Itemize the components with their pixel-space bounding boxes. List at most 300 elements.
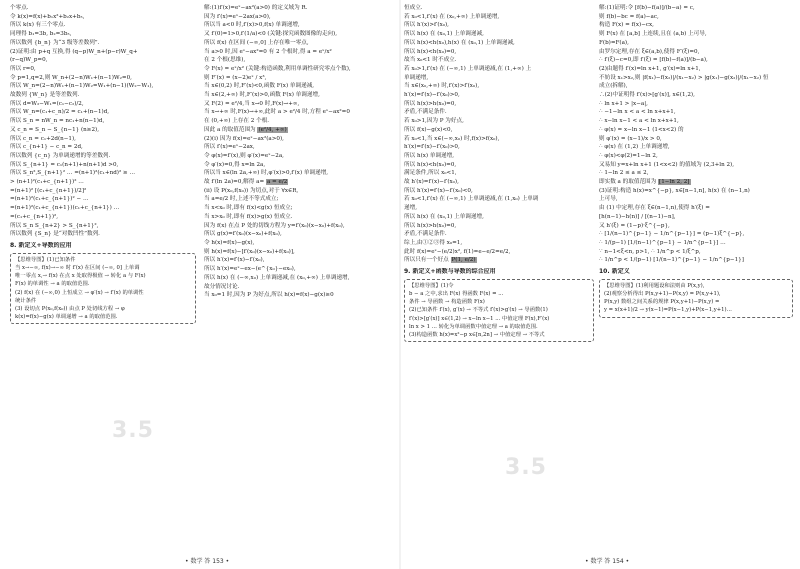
text-line-text: 综上,由①②③得 x₀=1, xyxy=(404,239,463,246)
text-line xyxy=(10,65,196,74)
text-line xyxy=(599,91,793,100)
text-line xyxy=(10,91,196,100)
box-line-text: f′(x)>[g′(x)] x∈(1,2) → x−ln x−1 ... 中值定理 F(x),F′(x) xyxy=(409,315,550,322)
text-line-text: 令 φ′(x)=0,得 x=ln 2a, xyxy=(204,161,266,168)
text-line xyxy=(404,74,594,83)
text-line xyxy=(204,283,394,292)
text-line xyxy=(599,13,793,22)
section-heading-8: 8. 新定义+导数的应用 xyxy=(10,241,72,249)
text-line xyxy=(404,152,594,161)
text-line-text: F(b)=F(a), xyxy=(599,39,629,46)
text-line-text: ∴ [1/(n−1)^{p−1} − 1/n^{p−1}] = (p−1)ξ^{−p}, xyxy=(599,231,745,238)
text-line xyxy=(10,39,196,48)
box-line-text: (2)已知条件 f′(x), g′(x) → 不等式 f′(x)>g′(x) → 导函数(1) xyxy=(409,307,548,314)
text-line xyxy=(404,91,594,100)
box-line xyxy=(604,306,788,314)
text-line-text: ∴ 1−ln 2 ≤ a ≤ 2, xyxy=(599,170,649,177)
text-line-text: 所以 g(x)=f′(x₀)(x−x₀)+f(x₀), xyxy=(204,231,282,238)
box-line-text: (3)构造函数 h(x)=x²−p x∈[n,2n] → 中值定理 → 不等式 xyxy=(409,332,545,339)
box-line xyxy=(409,298,589,306)
box-title: 【思维导图】(1)利用题设和法则由 P(x,y), xyxy=(604,282,705,289)
text-line xyxy=(404,39,594,48)
text-line xyxy=(599,74,793,83)
text-line xyxy=(599,152,793,161)
text-line-text: 又易知 y=x+ln x+1 (1<x<2) 的值域为 (2,3+ln 2), xyxy=(599,161,734,168)
text-line-text: ∴ f′(ξ)−c=0,即 f′(ξ) = [f(b)−f(a)]/(b−a), xyxy=(599,57,708,64)
text-line-text: 所以 S_n = nW_n = nc₁+n(n−1)d, xyxy=(10,118,105,125)
text-line-text: 所以 f(x) 在区间 (−∞,0] 上存在唯一零点, xyxy=(204,39,309,46)
box-line xyxy=(409,306,589,314)
text-line-text: 所以 S_{n+1} = c₁(n+1)+n(n+1)d >0, xyxy=(10,161,119,168)
text-line-text: 所以当 x∈(ln 2a,+∞) 时,φ′(x)>0,f′(x) 单调递增, xyxy=(204,170,329,177)
text-line xyxy=(204,39,394,48)
watermark-right: 3.5 xyxy=(505,455,547,480)
text-line xyxy=(599,195,793,204)
text-line xyxy=(599,30,793,39)
text-line xyxy=(204,4,394,13)
text-line xyxy=(404,82,594,91)
column-1-lines xyxy=(10,4,196,239)
text-line xyxy=(599,21,793,30)
text-line-text: =(n+1)²(c₁+c_{n+1})² − … xyxy=(10,196,89,203)
text-line xyxy=(204,152,394,161)
text-line-text: 所以 W_n=(c₁+c_n)/2 = c₁+(n−1)d, xyxy=(10,109,110,116)
text-line xyxy=(10,4,196,13)
text-line-text: 令 φ(x)=f′(x),则 φ′(x)=eˣ−2a, xyxy=(204,152,284,159)
box-line xyxy=(15,280,191,288)
text-line-text: 所以 h(x)>h(x₀)=0, xyxy=(404,222,457,229)
text-line xyxy=(10,108,196,117)
box-line-text: 统计条件 xyxy=(15,297,37,304)
highlighted-answer: [1−ln 2, 2] xyxy=(659,179,690,186)
text-line xyxy=(404,213,594,222)
text-line-text: 所以 S_n S_{n+2} > S_{n+1}², xyxy=(10,222,99,229)
text-line xyxy=(204,222,394,231)
text-line-text: 单调递增, xyxy=(404,74,429,81)
text-line xyxy=(599,100,793,109)
section-heading-9: 9. 新定义+函数与导数的综合应用 xyxy=(404,268,496,276)
text-line-text: 所以数列 {S_n} 是“对数凹性”数列. xyxy=(10,231,100,238)
text-line xyxy=(204,169,394,178)
box-line-text: F(x) 的单调性 → a 的取值范围. xyxy=(15,281,90,288)
text-line xyxy=(204,65,394,74)
text-line xyxy=(204,178,394,187)
text-line-text: 所以当 a<0 时,f′(x)>0,f(x) 单调递增, xyxy=(204,22,300,29)
text-line-text: 故分情况讨论. xyxy=(204,283,240,290)
text-line-text: 则 h(x)=f(x)−[f′(x₀)(x−x₀)+f(x₀)], xyxy=(204,248,295,255)
text-line-text: (2)证明:由 p+q 互换,得 (q−p)W_n+(p−r)W_q+ xyxy=(10,48,138,55)
text-line-text: 则 F′(x) = (x−2)eˣ / x³, xyxy=(204,74,267,81)
text-line xyxy=(10,178,196,187)
text-line xyxy=(10,135,196,144)
box-line xyxy=(409,323,589,331)
text-line-text: 令 k(x)=f(x)+b₁x²+b₂x+b₃, xyxy=(10,13,85,20)
text-line-text: (3)证明:构造 h(x)=x^{−p}, x∈[n−1,n], h(x) 在 (n−1,n) xyxy=(599,187,750,194)
text-line xyxy=(599,213,793,222)
text-line-text: ∵ n−1<ξ<n, p>1, ∴ 1/n^p < 1/ξ^p, xyxy=(599,248,701,255)
box-title: 【思维导图】(1)令 xyxy=(409,282,454,289)
text-line-text: ∴ φ(x) = x−ln x−1 (1<x<2) 的 xyxy=(599,126,684,133)
text-line xyxy=(204,274,394,283)
text-line xyxy=(599,248,793,257)
box-line-text: y = x(x+1)/2 → y(x−1)=P(x−1,y)+P(x−1,y+1)… xyxy=(604,307,732,314)
text-line xyxy=(204,126,394,135)
text-line xyxy=(404,143,594,152)
text-line-text: 当 a=e/2 时,上述不等式成立; xyxy=(204,196,279,203)
text-line xyxy=(10,213,196,222)
text-line xyxy=(204,230,394,239)
text-line xyxy=(204,143,394,152)
text-line-text: ∴ φ(x)<φ(2)=1−ln 2, xyxy=(599,152,658,159)
text-line-text: ∴ −1−ln x < a < ln x+x+1, xyxy=(599,109,676,116)
text-line xyxy=(599,230,793,239)
text-line-text: 在 2 个根(思维), xyxy=(204,57,246,64)
text-line xyxy=(404,100,594,109)
text-line xyxy=(404,48,594,57)
page-number-left: • 数学 答 153 • xyxy=(185,558,230,565)
text-line-text: 所以 r=0, xyxy=(10,65,36,72)
highlighted-answer: (e²/4, +∞) xyxy=(258,126,287,133)
text-line xyxy=(204,204,394,213)
box-line xyxy=(604,290,788,298)
text-line-text: (2)(i) 因为 f(x)=eˣ−ax²(a>0), xyxy=(204,135,284,142)
box-line-text: 条件 → 导函数 → 构造函数 F(x) xyxy=(409,299,485,306)
text-line xyxy=(599,143,793,152)
text-line xyxy=(599,108,793,117)
text-line-text: 同理得 b₁=3b, b₂=3b₃, xyxy=(10,31,72,38)
text-line-text: 递增, xyxy=(404,205,417,212)
text-line-text: 所以 h′(x)>f′(x₀), xyxy=(404,22,449,29)
highlighted-answer: P(1, e/2) xyxy=(451,257,476,264)
text-line xyxy=(404,230,594,239)
text-line-text: 当 x>x₀ 时,即有 f(x)>g(x) 恒成立. xyxy=(204,213,293,220)
text-line xyxy=(204,291,394,300)
text-line-text: 当 x→+∞ 时,F(x)→+∞,此时 a > e²/4 时,方程 eˣ−ax²=0 xyxy=(204,109,350,116)
text-line-text: 矛盾,不满足条件. xyxy=(404,231,447,238)
text-line-text: 故当 x₀<1 时不成立. xyxy=(404,57,457,64)
text-line xyxy=(599,65,793,74)
text-line xyxy=(599,169,793,178)
text-line-text: 令 p=1,q=2,则 W_n+(2−n)W₁+(n−1)W₂=0, xyxy=(10,74,132,81)
text-line-text: 所以 S_n²,S_{n+1}² … =(n+1)²(c₁+nd)² ≥ … xyxy=(10,170,136,177)
text-line xyxy=(599,56,793,65)
box-lines xyxy=(604,290,788,315)
text-line-text: 解:(1)证明:令 [f(b)−f(a)]/(b−a) = c, xyxy=(599,5,695,11)
text-line xyxy=(10,187,196,196)
text-line-text: 成立(拆解), xyxy=(599,83,628,90)
text-line xyxy=(404,178,594,187)
text-line xyxy=(10,13,196,22)
text-line-text: 此时 f(x)=eˣ−(e/2)x², f(1)=e−e/2=e/2, xyxy=(404,248,511,255)
text-line xyxy=(204,30,394,39)
text-line xyxy=(404,187,594,196)
text-line xyxy=(204,239,394,248)
column-3-lines xyxy=(404,4,594,265)
text-line-text: 恒成立. xyxy=(404,5,423,11)
box-line xyxy=(15,313,191,321)
text-line-text: 上可导, xyxy=(599,196,618,203)
box-line-text: (3) 设切点 P(x₀,f(x₀)) 由点 P 处切线方程 → φ xyxy=(15,305,125,312)
text-line xyxy=(404,13,594,22)
text-line-text: =(n+1)² [(c₁+c_{n+1})/2]² xyxy=(10,187,87,194)
text-line-text: 所以 W_n=(2−n)W₁+(n−1)W₂=W₁+(n−1)(W₂−W₁), xyxy=(10,83,154,90)
text-line xyxy=(599,48,793,57)
section-heading-10: 10. 新定义 xyxy=(599,268,630,276)
text-line-text: ∴ x−ln x−1 < a < ln x+x+1, xyxy=(599,118,679,125)
text-line-text: 所以 c_{n+1} − c_n = 2d, xyxy=(10,144,83,151)
text-line xyxy=(599,204,793,213)
text-line xyxy=(204,248,394,257)
text-line-text: 所以 h(x) 单调递增, xyxy=(404,152,455,159)
text-line xyxy=(204,265,394,274)
text-line xyxy=(204,187,394,196)
text-line xyxy=(599,161,793,170)
text-line-text: 若 x₀>1,f′(x) 在 (−∞,1) 上单调递减,在 (1,+∞) 上 xyxy=(404,65,532,72)
text-line xyxy=(204,91,394,100)
text-line xyxy=(10,56,196,65)
text-line-text: 又 F(2) = e²/4,当 x→0 时,F(x)→+∞, xyxy=(204,100,300,107)
text-line-text: 当 x<x₀ 时,即有 f(x)<g(x) 恒成立; xyxy=(204,205,293,212)
mind-map-box-10 xyxy=(599,279,793,318)
text-line xyxy=(599,256,793,265)
page-number-right: • 数学 答 154 • xyxy=(585,558,630,565)
text-line xyxy=(10,117,196,126)
text-line xyxy=(10,195,196,204)
text-line xyxy=(404,65,594,74)
text-line xyxy=(404,169,594,178)
text-line-text: 所以 h′(x)=f′(x)−f′(x₀)<0, xyxy=(404,187,473,194)
text-line-text: 因为 f′(x)=eˣ−2ax(a>0), xyxy=(204,13,271,20)
text-line-text: ∴(2)中证明得 f′(x)>[g′(x)], x∈(1,2), xyxy=(599,92,695,99)
text-line-text: 所以 h(x)>h(x₀)=0, xyxy=(404,100,457,107)
box-line xyxy=(409,315,589,323)
text-line xyxy=(204,195,394,204)
text-line-text: (2)由题得 f′(x)=ln x+1, g′(x)=ln x+1, xyxy=(599,65,701,72)
text-line xyxy=(10,204,196,213)
box-line xyxy=(409,331,589,339)
text-line-text: ∴ 1/n^p < 1/(p−1) [1/(n−1)^{p−1} − 1/n^{p−1}] xyxy=(599,257,744,264)
column-4 xyxy=(599,4,793,320)
box-line-text: 当 x→−∞, f(x)→−∞ 时 f′(x) 在区间 (−∞, 0] 上单调 xyxy=(15,264,140,271)
text-line-text: 不妨设 x₁>x₂,则 |f(x₁)−f(x₂)|/(x₁−x₂) > |g(x₁)−g(x₂)|/(x₁−x₂) 恒 xyxy=(599,74,769,81)
text-line xyxy=(204,74,394,83)
text-line-text: (ii) 设 P(x₀,f(x₀)) 为切点,对于 ∀x∈R, xyxy=(204,187,299,194)
text-line xyxy=(10,74,196,83)
text-line-text: 若 x₀<1,f′(x) 在 (−∞,1) 上单调递减,在 (1,x₀) 上单调 xyxy=(404,196,539,203)
text-line-text: > (n+1)²(c₁+c_{n+1})² … xyxy=(10,179,84,186)
box-line xyxy=(15,297,191,305)
text-line-text: 所以 h′(x)=eˣ−ex−(e^{x₀}−ex₀), xyxy=(204,266,296,273)
text-line-text: 故 f′(ln 2a)=0,解得 a= xyxy=(204,179,265,186)
text-line-text: 令 h(x)=f(x)−g(x), xyxy=(204,239,255,246)
text-line xyxy=(404,256,594,265)
text-line-text: 所以数列 {b_n} 为“3 级等差数列”. xyxy=(10,39,100,46)
text-line-text: 则 φ′(x) = (x−1)/x > 0, xyxy=(599,135,662,142)
text-line-text: =(n+1)²(c₁+c_{n+1})(c₁+c_{n+1}) … xyxy=(10,205,120,212)
text-line xyxy=(599,117,793,126)
text-line xyxy=(204,108,394,117)
text-line xyxy=(599,82,793,91)
text-line xyxy=(10,161,196,170)
text-line-text: h′(x)=f′(x)−f′(x₀)>0, xyxy=(404,144,460,151)
text-line-text: ∴ 1/(p−1) [1/(n−1)^{p−1} − 1/n^{p−1}] … xyxy=(599,239,726,246)
mind-map-box-8 xyxy=(10,253,196,325)
text-line xyxy=(599,178,793,187)
text-line xyxy=(204,56,394,65)
text-line-text: 所以 f(x)−g(x)<0, xyxy=(404,126,453,133)
text-line-text: 所以 f′(x)=eˣ−2ax, xyxy=(204,144,255,151)
text-line-text: ∴ ln x+1 > |x−a|, xyxy=(599,100,648,107)
text-line xyxy=(404,4,594,13)
text-line xyxy=(204,117,394,126)
text-line xyxy=(204,213,394,222)
text-line xyxy=(10,82,196,91)
box-line xyxy=(15,272,191,280)
box-line xyxy=(15,305,191,313)
text-line-text: 所以 h(x)<h(x₀)=0, xyxy=(404,48,457,55)
text-line-text: 因为 f(x) 在点 P 处的切线方程为 y=f′(x₀)(x−x₀)+f(x₀), xyxy=(204,222,345,229)
text-line-text: 故 h′(x)=f′(x)−f′(x₀), xyxy=(404,179,459,186)
column-2 xyxy=(204,4,394,300)
text-line xyxy=(404,117,594,126)
text-line xyxy=(404,30,594,39)
text-line-text: 又 f′(0)=1>0,f′(1/a)<0 (关键:探究函数图像的走向), xyxy=(204,31,337,38)
text-line xyxy=(10,48,196,57)
text-line-text: 解:(1)f′(x)=eˣ−ax²(a>0) 的定义域为 R. xyxy=(204,5,308,11)
box-line xyxy=(409,290,589,298)
column-2-lines xyxy=(204,4,394,300)
text-line-text: 所以 k(x) 有三个零点. xyxy=(10,22,66,29)
text-line xyxy=(599,4,793,13)
watermark-left: 3.5 xyxy=(112,418,154,443)
text-line xyxy=(10,230,196,239)
text-line-text: 当 x∈(x₀,+∞) 时,f′(x)>f′(x₀), xyxy=(404,83,480,90)
text-line-text: 若 x₀>1,因为 P 为好点, xyxy=(404,118,464,125)
text-line xyxy=(404,135,594,144)
text-line xyxy=(10,21,196,30)
text-line-text: 所以 h′(x)=f′(x)−f′(x₀), xyxy=(204,257,265,264)
text-line xyxy=(204,100,394,109)
text-line-text: 即实数 a 的取值范围为 xyxy=(599,179,657,186)
box-line-text: k(x)=f(x)−g(x) 单调递增 → a 的取值范围. xyxy=(15,314,118,321)
text-line xyxy=(10,222,196,231)
box-lines xyxy=(409,290,589,339)
text-line xyxy=(599,187,793,196)
text-line xyxy=(404,195,594,204)
text-line-text: 所以 d=W₂−W₁=(c₁−c₂)/2, xyxy=(10,100,84,107)
text-line-text: 所以 h(x) 在 (x₀,1) 上单调递减, xyxy=(404,31,484,38)
text-line-text: 构造 F(x) = f(x)−cx, xyxy=(599,22,654,29)
text-line-text: 若 x₀<1,当 x∈(−∞,x₀) 时,f(x)>f(x₀), xyxy=(404,135,500,142)
text-line-text: h′(x)=f′(x)−f′(x₀)>0, xyxy=(404,92,460,99)
text-line xyxy=(10,126,196,135)
text-line-text: 所以 h(x)<h(x₀),h(x) 在 (x₀,1) 上单调递减, xyxy=(404,39,515,46)
mind-map-box-9 xyxy=(404,279,594,342)
box-title: 【思维导图】(1)已知条件 xyxy=(15,256,76,263)
text-line xyxy=(404,239,594,248)
box-line-text: ln x > 1 … 转化为单调函数中值定理 → a 的取值范围. xyxy=(409,323,538,330)
text-line xyxy=(404,21,594,30)
text-line-text: [h(n−1)−h(n)] / [(n−1)−n], xyxy=(599,213,676,220)
text-line xyxy=(599,135,793,144)
text-line-text: 当 a>0 时,因 eˣ−ax²=0 有 2 个根时,得 a = eˣ/x² xyxy=(204,48,332,55)
text-line-text: 则 f(b)−bc = f(a)−ac, xyxy=(599,13,659,20)
text-line-text: (r−q)W_p=0, xyxy=(10,57,48,64)
text-line-text: 若 x₀<1,f′(x) 在 (x₀,+∞) 上单调递增, xyxy=(404,13,500,20)
text-line xyxy=(204,161,394,170)
text-line-text: 个零点. xyxy=(10,5,29,11)
text-line-text: 令 F(x) = eˣ/x² (关键:构造函数,利用单调性研究零点个数), xyxy=(204,65,351,72)
text-line xyxy=(404,204,594,213)
text-line-text: 所以数列 {c_n} 为单调递增的等差数列. xyxy=(10,152,111,159)
text-line-text: 则 F(x) 在 [a,b] 上连续,且在 (a,b) 上可导, xyxy=(599,31,707,38)
text-line-text: 当 x∈(0,2) 时,F′(x)<0,函数 F(x) 单调递减, xyxy=(204,83,315,90)
text-line xyxy=(599,222,793,231)
text-line-text: ∴ φ(x) 在 (1,2) 上单调递增, xyxy=(599,144,670,151)
text-line-text: 所以 c_n = c₁+2d(n−1), xyxy=(10,135,76,142)
box-lines xyxy=(15,264,191,321)
text-line xyxy=(10,152,196,161)
text-line xyxy=(404,248,594,257)
text-line-text: 所以只有一个好点 xyxy=(404,257,449,264)
text-line-text: 故数列 {W_n} 是等差数列. xyxy=(10,92,80,99)
box-line xyxy=(15,264,191,272)
text-line-text: 又 h′(ξ) = (1−p)·ξ^{−p}, xyxy=(599,222,670,229)
column-3 xyxy=(404,4,594,344)
column-4-lines xyxy=(599,4,793,265)
text-line-text: 因此 a 的取值范围为 xyxy=(204,126,256,133)
text-line xyxy=(404,126,594,135)
text-line xyxy=(404,222,594,231)
text-line xyxy=(404,108,594,117)
text-line xyxy=(10,169,196,178)
text-line-text: 所以 h(x)<h(x₀)=0, xyxy=(404,161,457,168)
text-line-text: 在 (0,+∞) 上存在 2 个根. xyxy=(204,118,270,125)
box-line xyxy=(15,289,191,297)
text-line-text: 所以 h(x) 在 (−∞,x₀) 上单调递减,在 (x₀,+∞) 上单调递增, xyxy=(204,274,350,281)
text-line-text: =(c₁+c_{n+1})², xyxy=(10,213,59,220)
text-line-text: 由罗尔定理,存在 ξ∈(a,b),使得 F′(ξ)=0, xyxy=(599,48,700,55)
text-line xyxy=(204,256,394,265)
box-line-text: 唯一零点 x,→ f(x) 在点 x 处取得极值 → 转化 a 与 F(x) xyxy=(15,273,146,280)
text-line xyxy=(204,82,394,91)
text-line-text: 当 x∈(2,+∞) 时,F′(x)>0,函数 F(x) 单调递增, xyxy=(204,92,320,99)
box-line-text: (2) f(x) 在 (−∞,0) 上恒成立 → φ′(x) → f′(x) 的单调性 xyxy=(15,289,144,296)
text-line-text: 矛盾,不满足条件. xyxy=(404,109,447,116)
text-line xyxy=(204,135,394,144)
text-line xyxy=(204,21,394,30)
highlighted-answer: a = e/2 xyxy=(266,179,288,186)
text-line xyxy=(404,56,594,65)
text-line xyxy=(404,161,594,170)
text-line-text: 由 (1) 中定理,存在 ξ∈(n−1,n),使得 h′(ξ) = xyxy=(599,205,710,212)
box-line-text: (2)观察分析得出 P(x,y+1)−P(x,y) = P(x,y+1), xyxy=(604,291,721,297)
box-line-text: P(x,y) 数组之间关系的规律 P(x,y+1)−P(x,y) = xyxy=(604,299,720,306)
box-line-text: b − a 之中,求出 F(x) 得函数 F(x) = ... xyxy=(409,291,504,297)
text-line xyxy=(10,100,196,109)
text-line-text: 又 c_n = S_n − S_{n−1} (n≥2), xyxy=(10,126,99,133)
box-line xyxy=(604,298,788,306)
text-line xyxy=(599,39,793,48)
text-line xyxy=(10,30,196,39)
text-line xyxy=(599,239,793,248)
column-1 xyxy=(10,4,196,326)
text-line xyxy=(204,48,394,57)
text-line-text: 满足条件,所以 x₀<1, xyxy=(404,170,457,177)
text-line-text: 当 x₀=1 时,因为 P 为好点,所以 h(x)=f(x)−g(x)≥0 xyxy=(204,292,334,299)
text-line xyxy=(599,126,793,135)
text-line xyxy=(204,13,394,22)
